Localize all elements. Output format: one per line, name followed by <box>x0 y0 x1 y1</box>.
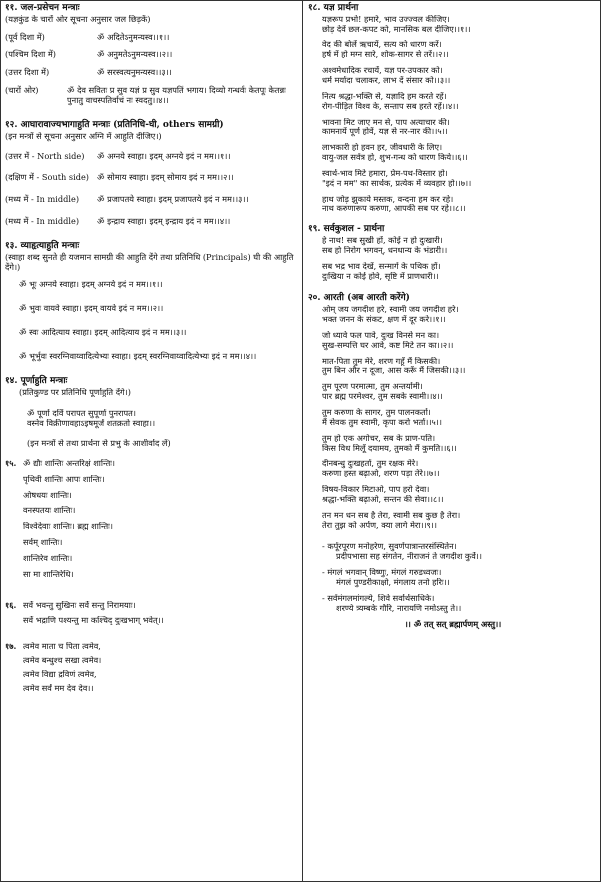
mantra-line: ॐ भूर्भुवः स्वरग्निवाय्वादित्येभ्यः स्वाहा। इदम् स्वरग्निवाय्वादित्येभ्यः इदं न मम।।४।। <box>19 350 257 361</box>
shloka <box>308 542 598 562</box>
verse-line: छोड़ देवें छल-कपट को, मानसिक बल दीजिए।।१।। <box>322 24 471 34</box>
section-title: १८. यज्ञ प्रार्थना <box>308 3 359 13</box>
stanza <box>308 15 598 35</box>
section-17 <box>5 642 299 693</box>
verse-line: कामनायें पूर्ण होवें, यज्ञ से नर-नार की।।५।। <box>322 127 448 137</box>
section-title: ११. जल-प्रसेचन मन्त्राः <box>5 3 80 13</box>
mantra-line: त्वमेव बन्धुश्च सखा त्वमेव। <box>23 656 102 666</box>
verse-line: सब हो निरोग भगवन्, धनधान्य के भंडारी।। <box>322 245 448 255</box>
mantra-text: ॐ इन्द्राय स्वाहा। इदम् इन्द्राय इदं न मम।।४।। <box>97 216 231 227</box>
stanza <box>308 459 598 479</box>
section-14 <box>5 376 299 449</box>
verse-line: - सर्वमंगलमांगल्ये, शिवे सर्वार्थसाधिके। <box>322 593 435 603</box>
mantra-line: ॐ पूर्णा दर्वि परापत सुपूर्णा पुनरापत। <box>27 409 136 419</box>
mantra-text: ॐ अनुमतेऽनुमन्यस्व।।२।। <box>97 49 173 60</box>
section-19 <box>308 224 598 281</box>
section-note: (स्वाहा शब्द सुनते ही यजमान सामग्री की आहुति देंगे तथा प्रतिनिधि (Principals) घी की आहुति देंगे।) <box>5 251 294 272</box>
stanza <box>308 40 598 60</box>
verse-line: नित्य श्रद्धा-भक्ति से, यज्ञादि हम करते रहें। <box>322 91 447 101</box>
verse-line: वायु-जल सर्वत्र हो, शुभ-गन्ध को धारण किये।।६।। <box>322 153 468 163</box>
section-note: (यज्ञकुंड के चारों ओर सूचना अनुसार जल छिड़कें) <box>5 14 151 24</box>
stanza <box>308 169 598 189</box>
section-18 <box>308 3 598 214</box>
mantra-line: ओषधयः शान्तिः। <box>23 490 72 500</box>
verse-line: - कर्पूरपूरण मनोहरेण, सुवर्णपात्रान्तरसंस्थितेन। <box>322 542 457 552</box>
direction-label: (उत्तर दिशा में) <box>5 67 50 78</box>
section-12 <box>5 120 299 227</box>
verse-line: शरण्ये त्र्यम्बके गौरि, नारायणि नमोऽस्तु ते।। <box>336 603 462 613</box>
right-column <box>308 3 598 634</box>
mantra-line: सर्वे भद्राणि पश्यन्तु मा कश्चिद् दुःखभाग् भवेत्।। <box>23 615 164 625</box>
verse-line: अश्वमेधादिक रचायें, यज्ञ पर-उपकार को। <box>322 66 443 76</box>
section-title: २०. आरती (अब आरती करेंगे) <box>308 293 410 304</box>
verse-line: हे नाथ! सब सुखी हों, कोई न हो दुःखारी। <box>322 236 443 246</box>
mantra-line: ॐ द्यौः शान्तिः अन्तरिक्षं शान्तिः। <box>23 458 115 468</box>
mantra-line: त्वमेव विद्या द्रविणं त्वमेव, <box>23 670 97 680</box>
stanza <box>308 305 598 325</box>
section-note: (प्रतिकुण्ड पर प्रतिनिधि पूर्णाहुति देंगे।) <box>19 387 131 397</box>
verse-line: सुख-सम्पत्ति घर आवे, कष्ट मिटे तन का।।२।। <box>322 340 454 350</box>
verse-line: - मंगलं भगवान् विष्णुः, मंगलं गरुडध्वजः। <box>322 568 442 578</box>
direction-label: (मध्य में - In middle) <box>5 216 80 227</box>
verse-line: ओम् जय जगदीश हरे, स्वामी जय जगदीश हरे। <box>322 305 459 315</box>
stanza <box>308 331 598 351</box>
stanza <box>308 118 598 138</box>
verse-line: विषय-विकार मिटाओ, पाप हरो देवा। <box>322 485 430 495</box>
verse-line: लाभकारी हो हवन हर, जीवधारी के लिए। <box>322 143 443 153</box>
stanza <box>308 382 598 402</box>
section-title: १३. व्याहृत्याहुति मन्त्राः <box>5 240 80 251</box>
mantra-text: ॐ अग्नये स्वाहा। इदम् अग्नये इदं न मम।।१।। <box>97 150 231 161</box>
mantra-text: ॐ सरस्वत्यनुमन्यस्व।।३।। <box>97 67 172 78</box>
verse-line: प्रदीपभासा सह संगतेन, नीराजनं ते जगदीश कुर्वे।। <box>336 552 482 562</box>
verse-line: मंगलं पुण्डरीकाक्षो, मंगलाय तनो हरिः।। <box>336 577 450 587</box>
stanza <box>308 434 598 454</box>
mantra-line: सा मा शान्तिरेधि। <box>23 569 74 579</box>
mantra-line: सर्वम् शान्तिः। <box>23 538 63 548</box>
mantra-line: ॐ भुवः वायवे स्वाहा। इदम् वायवे इदं न मम।।२।। <box>19 304 164 314</box>
direction-label: (पूर्व दिशा में) <box>5 31 45 42</box>
verse-line: तन मन धन सब है तेरा, स्वामी सब कुछ है तेरा। <box>322 510 461 520</box>
verse-line: हाथ जोड़ झुकाये मस्तक, वन्दना हम कर रहे। <box>322 194 454 204</box>
mantra-line: वस्नेव विक्रीणावहाऽइषमूर्जं शतक्रतो स्वाहा।। <box>27 419 156 429</box>
section-11 <box>5 3 299 106</box>
verse-line: हर्ष में हो मग्न सारे, शोक-सागर से तरें।।२।। <box>322 50 449 60</box>
section-note: (इन मन्त्रों से सूचना अनुसार अग्नि में आहुति दीजिए।) <box>5 131 162 141</box>
stanza <box>308 143 598 163</box>
direction-label: (पश्चिम दिशा में) <box>5 49 56 60</box>
verse-line: भक्त जनन के संकट, क्षण में दूर करे।।१।। <box>322 315 446 325</box>
verse-line: नाथ करुणारूप करुणा, आपकी सब पर रहे।।८।। <box>322 204 466 214</box>
verse-line: मैं सेवक तुम स्वामी, कृपा करो भर्ता।।५।। <box>322 417 442 427</box>
stanza <box>308 262 598 282</box>
mantra-line: त्वमेव सर्वं मम देव देव।। <box>23 683 94 693</box>
verse-line: वेद की बोलें ऋचायें, सत्य को धारण करें। <box>322 40 442 50</box>
mantra-row <box>5 152 299 162</box>
section-title: १४. पूर्णाहुति मन्त्राः <box>5 375 68 386</box>
mantra-row <box>5 68 299 78</box>
stanza <box>308 236 598 256</box>
verse-line: तुम बिन और न दूजा, आस करूँ मैं जिसकी।।३।। <box>322 366 466 376</box>
shloka <box>308 568 598 588</box>
verse-line: तुम पूरण परमात्मा, तुम अन्तर्यामी। <box>322 382 423 392</box>
verse-line: धर्म मर्यादा चलाकर, लाभ दें संसार को।।३।। <box>322 76 451 86</box>
verse-line: करुणा हस्त बढ़ाओ, शरण पड़ा तेरे।।७।। <box>322 469 440 479</box>
section-13 <box>5 241 299 362</box>
mantra-line: पृथिवी शान्तिः आपः शान्तिः। <box>23 474 105 484</box>
verse-line: भावना मिट जाए मन से, पाप अत्याचार की। <box>322 117 450 127</box>
mantra-text: ॐ सोमाय स्वाहा। इदम् सोमाय इदं न मम।।२।। <box>97 172 234 183</box>
shloka <box>308 594 598 614</box>
verse-line: "इदं न मम" का सार्थक, प्रत्येक में व्यवहार हो।।७।। <box>322 178 472 188</box>
verse-line: जो ध्यावे फल पावे, दुःख विनसे मन का। <box>322 330 440 340</box>
verse-line: श्रद्धा-भक्ति बढ़ाओ, सन्तन की सेवा।।८।। <box>322 494 444 504</box>
direction-label: (चारों ओर) <box>5 85 39 96</box>
verse-line: तेरा तुझ को अर्पण, क्या लागे मेरा।।९।। <box>322 520 438 530</box>
verse-line: मात-पिता तुम मेरे, शरण गहूँ मैं किसकी। <box>322 356 441 366</box>
stanza <box>308 408 598 428</box>
section-15 <box>5 459 299 596</box>
mantra-text: ॐ देव सवितः प्र सुव यज्ञं प्र सुव यज्ञपतिं भगाय। दिव्यो गन्धर्वः केतपूः केतन्नः पुनातु वाचस्पतिर्वाचं नः स्वदतु।।४।। <box>67 85 286 106</box>
mantra-line: वनस्पतयः शान्तिः। <box>23 506 76 516</box>
verse-line: किस विध मिलूँ दयामय, तुमको मैं कुमति।।६।। <box>322 443 457 453</box>
verse-line: तुम करुणा के सागर, तुम पालनकर्ता। <box>322 408 431 418</box>
closing-line: ।। ॐ तत् सत् ब्रह्मार्पणम् अस्तु।। <box>404 618 502 629</box>
mantra-text: ॐ अदितेऽनुमन्यस्व।।१।। <box>97 31 170 42</box>
section-title: १२. आघारावाज्यभागाहुति मन्त्राः (प्रतिनिधि-घी, others सामग्री) <box>5 119 224 130</box>
section-note: (इन मन्त्रों से तथा प्रार्थना से प्रभु के आशीर्वाद लें) <box>27 439 171 449</box>
verse-line: तुम हो एक अगोचर, सब के प्राण-पति। <box>322 433 436 443</box>
mantra-line: विश्वेदेवाः शान्तिः। ब्रह्म शान्तिः। <box>23 522 113 532</box>
mantra-row <box>5 173 299 183</box>
section-title: १९. सर्वकुशल - प्रार्थना <box>308 224 385 235</box>
direction-label: (मध्य में - In middle) <box>5 194 80 205</box>
verse-line: रोग-पीड़ित विश्व के, सन्ताप सब हरते रहें।।४।। <box>322 101 459 111</box>
direction-label: (उत्तर में - North side) <box>5 150 85 161</box>
stanza <box>308 195 598 215</box>
mantra-line: ॐ स्वः आदित्याय स्वाहा। इदम् आदित्याय इदं न मम।।३।। <box>19 328 187 338</box>
stanza <box>308 485 598 505</box>
mantra-line: त्वमेव माता च पिता त्वमेव, <box>23 642 101 652</box>
left-column <box>5 3 299 699</box>
direction-label: (दक्षिण में - South side) <box>5 172 90 183</box>
verse-line: यज्ञरूप प्रभो! हमारे, भाव उज्ज्वल कीजिए। <box>322 14 450 24</box>
mantra-row <box>5 217 299 227</box>
mantra-line: सर्वे भवन्तु सुखिनः सर्वे सन्तु निरामयाः। <box>23 600 136 610</box>
mantra-line: शान्तिरेव शान्तिः। <box>23 553 73 563</box>
mantra-line: ॐ भूः अग्नये स्वाहा। इदम् अग्नये इदं न मम।।१।। <box>19 280 163 290</box>
stanza <box>308 511 598 531</box>
mantra-row <box>5 50 299 60</box>
mantra-row <box>5 195 299 205</box>
mantra-row <box>5 33 299 43</box>
verse-line: पार ब्रह्म परमेश्वर, तुम सबके स्वामी।।४।। <box>322 392 443 402</box>
stanza <box>308 66 598 86</box>
stanza <box>308 357 598 377</box>
section-20 <box>308 293 598 629</box>
verse-line: दीनबन्धु दुःखहर्ता, तुम रक्षक मेरे। <box>322 459 419 469</box>
section-number: १६. <box>5 599 17 610</box>
verse-line: दुःखिया न कोई होवे, सृष्टि में प्राणधारी।। <box>322 271 439 281</box>
verse-line: सब भद्र भाव देखें, सन्मार्ग के पथिक हों। <box>322 261 441 271</box>
mantra-row <box>5 86 299 106</box>
column-divider <box>302 1 303 881</box>
section-number: १५. <box>5 457 17 468</box>
mantra-text: ॐ प्रजापतये स्वाहा। इदम् प्रजापतये इदं न मम।।३।। <box>97 194 249 205</box>
stanza <box>308 92 598 112</box>
section-16 <box>5 601 299 638</box>
verse-line: स्वार्थ-भाव मिटे हमारा, प्रेम-पथ-विस्तार हो। <box>322 168 448 178</box>
section-number: १७. <box>5 641 17 652</box>
